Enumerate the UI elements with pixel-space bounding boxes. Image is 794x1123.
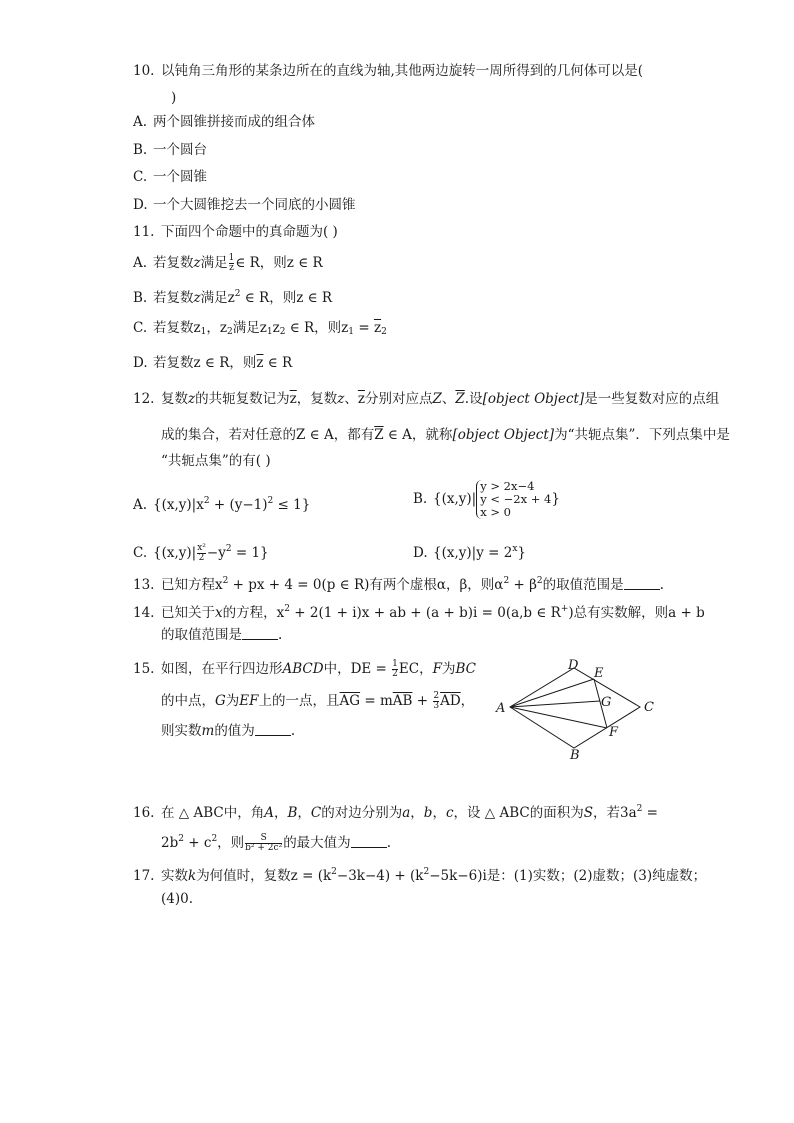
fraction [392, 660, 398, 679]
superscript: 2 [234, 289, 241, 299]
option-text: 若复数z [153, 320, 201, 336]
q12-stem-line3: “共轭点集”的有( ) [161, 453, 271, 469]
superscript: 2 [423, 867, 430, 877]
parallelogram-figure [490, 652, 660, 764]
stem-text: 、 [441, 391, 456, 407]
math-var: b [423, 805, 433, 821]
superscript: 2 [203, 496, 210, 506]
stem-text: 的方程，x [222, 605, 285, 621]
frac-num: 1 [392, 659, 398, 669]
q10-stem-text: 以钝角三角形的某条边所在的直线为轴,其他两边旋转一周所得到的几何体可以是( [161, 63, 644, 79]
stem-text: = m [360, 693, 393, 709]
option-text: 一个大圆锥挖去一个同底的小圆锥 [153, 197, 356, 213]
frac-den: z [229, 263, 234, 273]
frac-num: S [260, 833, 267, 843]
option-label: A. [133, 497, 148, 513]
q17-number: 17. [133, 868, 155, 884]
answer-blank[interactable] [242, 627, 278, 640]
q11-option-b [133, 285, 332, 307]
vector: $\overline{AG}$ [339, 693, 361, 709]
stem-text: ，若3a [592, 805, 637, 821]
option-text: 两个圆锥拼接而成的组合体 [153, 114, 315, 130]
frac-num: 1 [228, 253, 235, 263]
q15-line3 [161, 722, 295, 740]
superscript: 2 [222, 576, 229, 586]
stem-text: EC， [398, 661, 433, 677]
math-var: B [287, 805, 298, 821]
stem-text: 如图，在平行四边形 [161, 661, 283, 677]
superscript: 2 [536, 576, 543, 586]
superscript: 2 [225, 544, 232, 554]
math-var: z [193, 290, 201, 306]
conjugate-var: $\overline{Z}$ [374, 427, 384, 443]
option-label: A. [133, 255, 148, 271]
conjugate-var: $\overline{z}$ [289, 391, 297, 407]
inequality-system [476, 480, 551, 519]
q14-line1 [133, 600, 705, 622]
answer-blank[interactable] [255, 723, 291, 736]
stem-text: 的取值范围是 [542, 577, 624, 593]
segment-ae [510, 679, 594, 707]
option-label: B. [133, 142, 148, 158]
conjugate-var: $\overline{z}$ [373, 320, 382, 336]
frac-den: b² + 2c² [245, 843, 283, 853]
conjugate-var: $\overline{Z}$ [455, 391, 465, 407]
option-label: B. [133, 290, 148, 306]
option-text: 满足z [232, 320, 267, 336]
fraction [197, 544, 206, 563]
subscript: 2 [279, 327, 286, 337]
stem-text: ， [297, 805, 311, 821]
q16-line1 [133, 800, 658, 822]
stem-text: 的最大值为 [283, 835, 351, 851]
q15-line2 [161, 692, 474, 711]
option-label: B. [413, 491, 428, 507]
math-var: G [215, 693, 226, 709]
superscript: 2 [284, 604, 290, 614]
stem-text: 则实数 [161, 723, 202, 739]
option-text: 一个圆锥 [153, 169, 207, 185]
math-var: A [264, 805, 274, 821]
option-text: {(x,y)|x [153, 497, 204, 513]
stem-text: 实数 [161, 868, 188, 884]
option-text: ≤ 1} [273, 497, 311, 513]
stem-text: 已知方程x [161, 577, 223, 593]
q10-option-b [133, 141, 207, 159]
option-text: {(x,y)| [153, 545, 197, 561]
stem-text: 的中点， [161, 693, 215, 709]
option-text: 若复数 [153, 290, 194, 306]
math-var: EF [239, 693, 259, 709]
option-text: } [551, 491, 560, 507]
stem-text: .设 [464, 391, 483, 407]
subscript: 1 [348, 327, 355, 337]
stem-text: + c [183, 835, 212, 851]
stem-text: ， [432, 805, 446, 821]
stem-text: = [642, 805, 658, 821]
point-label-d: D [568, 658, 579, 673]
inequality-row: y < −2x + 4 [480, 492, 552, 506]
stem-text: + β [509, 577, 537, 593]
option-label: D. [413, 545, 428, 561]
option-text: z [272, 320, 280, 336]
superscript: 2 [267, 496, 274, 506]
math-var: z [337, 391, 345, 407]
stem-text: 分别对应点 [365, 391, 433, 407]
superscript: + [560, 604, 569, 614]
stem-text: ， [273, 805, 288, 821]
math-var: z [188, 391, 196, 407]
option-text: −y [206, 545, 226, 561]
option-text: ，z [206, 320, 227, 336]
q11-stem-text: 下面四个命题中的真命题为( ) [161, 224, 338, 240]
option-label: C. [133, 169, 148, 185]
stem-text: + [412, 693, 433, 709]
stem-text: ，设 △ ABC的面积为 [453, 805, 584, 821]
stem-text: ， [410, 805, 424, 821]
stem-text: 的值为 [214, 723, 255, 739]
stem-text: −5k−6)i是：(1)实数；(2)虚数；(3)纯虚数； [429, 868, 707, 884]
q12-option-d [413, 540, 526, 562]
math-var: c [445, 805, 454, 821]
stem-text: 为“共轭点集”．下列点集中是 [554, 427, 730, 443]
q10-stem [133, 62, 643, 80]
option-text: ∈ R，则z ∈ R [235, 255, 323, 271]
stem-text: . [278, 627, 283, 643]
vector: $\overline{AB}$ [392, 693, 413, 709]
frac-num: 2 [433, 691, 440, 701]
frac-num: x² [197, 543, 206, 553]
superscript: 2 [636, 804, 643, 814]
point-label-a: A [496, 701, 506, 716]
option-text: = 1} [231, 545, 269, 561]
stem-text: ∈ A，就称 [383, 427, 453, 443]
stem-text: . [659, 577, 664, 593]
stem-text: 成的集合，若对任意的Z ∈ A，都有 [161, 427, 375, 443]
option-text: 若复数 [153, 255, 194, 271]
option-text: {(x,y)|y = 2 [433, 545, 513, 561]
stem-text: 为 [441, 661, 456, 677]
option-label: C. [133, 545, 148, 561]
option-text: 满足z [200, 290, 235, 306]
option-text: ∈ R，则z ∈ R [240, 290, 333, 306]
stem-text: 的对边分别为 [321, 805, 403, 821]
q12-option-c [133, 540, 269, 563]
q15-line1 [133, 660, 476, 679]
stem-text: 在 △ ABC中，角 [161, 805, 265, 821]
q11-number: 11. [133, 224, 155, 240]
math-var: C [310, 805, 322, 821]
answer-blank[interactable] [624, 577, 660, 590]
stem-text: 上的一点，且 [258, 693, 340, 709]
math-var: S [583, 805, 593, 821]
stem-text: ，则 [217, 835, 245, 851]
q12-option-b [413, 480, 560, 519]
q15-number: 15. [133, 661, 155, 677]
math-var: ABCD [282, 661, 324, 677]
point-label-b: B [570, 748, 580, 763]
option-text: 满足 [200, 255, 228, 271]
superscript: x [512, 544, 518, 554]
inequality-row: y > 2x−4 [480, 479, 535, 493]
superscript: 2 [211, 834, 218, 844]
math-var: Z [432, 391, 442, 407]
q11-option-c [133, 319, 387, 341]
option-text: 一个圆台 [153, 142, 207, 158]
option-label: D. [133, 355, 148, 371]
subscript: 1 [200, 327, 207, 337]
q12-stem-line2 [161, 426, 730, 444]
math-var: a [402, 805, 411, 821]
stem-text: 的取值范围是 [161, 627, 242, 643]
stem-text: 复数 [161, 391, 188, 407]
q13 [133, 572, 664, 594]
stem-text: + 2(1 + i)x + ab + (a + b)i = 0(a,b ∈ R [289, 605, 561, 621]
math-var: [object Object] [482, 391, 585, 407]
stem-text: 的共轭复数记为 [195, 391, 290, 407]
q17-line2: (4)0. [161, 891, 194, 907]
q14-line2 [161, 626, 282, 644]
q11-option-a [133, 254, 323, 273]
q10-option-d [133, 196, 356, 214]
stem-text: 已知关于 [161, 605, 215, 621]
conjugate-var: $\overline{z}$ [357, 391, 365, 407]
math-var: x [215, 605, 223, 621]
stem-text: 、 [344, 391, 358, 407]
math-var: k [188, 868, 197, 884]
q11-option-d [133, 354, 292, 372]
fraction [433, 692, 439, 711]
stem-text: )总有实数解，则a + b [568, 605, 705, 621]
stem-text: ，复数 [296, 391, 338, 407]
option-label: A. [133, 114, 148, 130]
stem-text: 为何值时，复数z = (k [196, 868, 332, 884]
superscript: 2 [331, 867, 337, 877]
answer-blank[interactable] [351, 835, 387, 848]
q12-number: 12. [133, 391, 155, 407]
parallelogram-outline [510, 668, 640, 748]
option-text: } [517, 545, 526, 561]
math-var: [object Object] [452, 427, 555, 443]
q17-line1 [133, 863, 706, 885]
option-text: + (y−1) [209, 497, 268, 513]
q12-stem-line1 [133, 390, 719, 408]
math-var: z [193, 255, 201, 271]
option-text: = [354, 320, 374, 336]
stem-text: ， [460, 693, 475, 709]
q16-line2 [161, 830, 391, 853]
option-text: {(x,y)| [433, 491, 477, 507]
q10-option-c [133, 168, 207, 186]
superscript: 2 [503, 576, 510, 586]
stem-text: 中，DE = [323, 661, 392, 677]
point-label-c: C [644, 700, 654, 715]
option-text: ∈ R，则z [285, 320, 349, 336]
q10-option-a [133, 113, 315, 131]
option-label: C. [133, 320, 148, 336]
stem-text: . [386, 835, 391, 851]
subscript: 2 [226, 327, 233, 337]
q14-number: 14. [133, 605, 155, 621]
subscript: 1 [266, 327, 273, 337]
fraction [229, 254, 235, 273]
frac-den: 2 [198, 553, 205, 563]
q13-number: 13. [133, 577, 155, 593]
vector: $\overline{AD}$ [440, 693, 461, 709]
point-label-e: E [594, 666, 604, 681]
subscript: 2 [381, 327, 387, 337]
segment-af [510, 707, 607, 728]
stem-text: + px + 4 = 0(p ∈ R)有两个虚根α，β，则α [228, 577, 504, 593]
point-label-g: G [601, 695, 612, 710]
stem-text: −3k−4) + (k [336, 868, 424, 884]
point-label-f: F [609, 725, 619, 740]
frac-den: 2 [392, 669, 398, 679]
inequality-row: x > 0 [480, 505, 511, 519]
math-var: m [201, 723, 215, 739]
math-var: F [432, 661, 442, 677]
q10-number: 10. [133, 63, 155, 79]
q12-option-a [133, 492, 310, 514]
fraction [245, 834, 282, 853]
q11-stem [133, 223, 338, 241]
conjugate-var: $\overline{z}$ [256, 355, 264, 371]
segment-ag [510, 701, 600, 707]
stem-text: . [290, 723, 296, 739]
option-text: 若复数z ∈ R，则 [153, 355, 257, 371]
math-var: BC [455, 661, 476, 677]
option-label: D. [133, 197, 148, 213]
q10-stem-end: ) [171, 90, 177, 106]
option-text: ∈ R [263, 355, 293, 371]
stem-text: 是一些复数对应的点组 [584, 391, 720, 407]
superscript: 2 [178, 834, 184, 844]
frac-den: 3 [433, 701, 440, 711]
stem-text: 2b [161, 835, 179, 851]
stem-text: 为 [225, 693, 240, 709]
q16-number: 16. [133, 805, 155, 821]
